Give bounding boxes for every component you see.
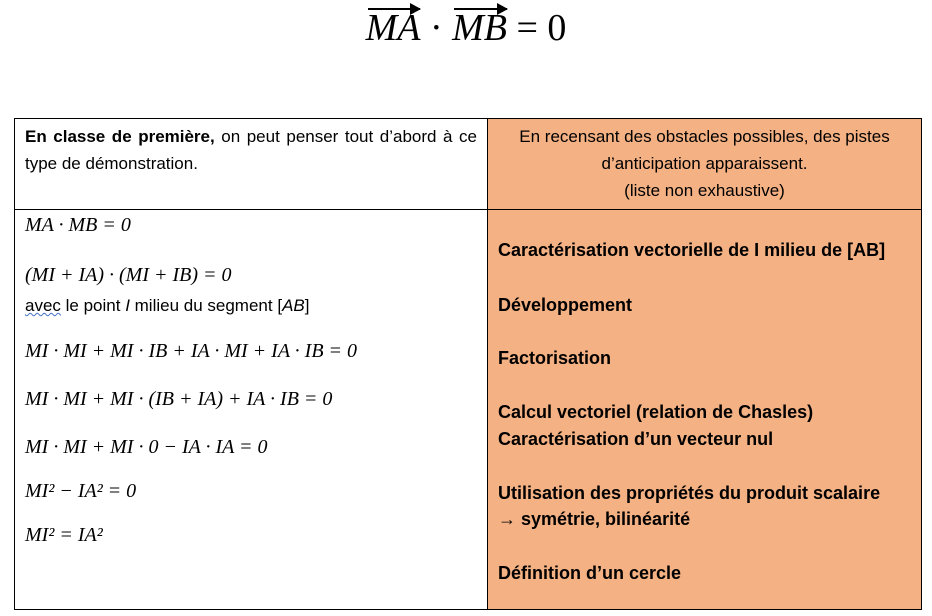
step-2: (MI + IA) · (MI + IB) = 0	[25, 264, 232, 286]
obstacle-8: Définition d’un cercle	[498, 563, 682, 583]
step-note: avec le point I milieu du segment [AB]	[25, 296, 310, 315]
header-left-text: on peut penser tout d’abord à ce type de démonstration.	[25, 127, 477, 173]
title-formula: MA · MB = 0	[0, 4, 932, 50]
step-3: MI · MI + MI · IB + IA · MI + IA · IB = 0	[25, 340, 358, 362]
obstacle-4: Calcul vectoriel (relation de Chasles)	[498, 402, 814, 422]
obstacle-2: Développement	[498, 295, 633, 315]
header-left-bold: En classe de première,	[25, 127, 215, 146]
spellcheck-word: avec	[25, 296, 61, 315]
obstacle-6: Utilisation des propriétés du produit scalaire	[498, 483, 881, 503]
obstacles-cell	[488, 210, 922, 610]
obstacle-5: Caractérisation d’un vecteur nul	[498, 429, 774, 449]
header-right-line2: d’anticipation apparaissent.	[601, 154, 808, 173]
step-6: MI² − IA² = 0	[25, 480, 137, 502]
demonstration-cell	[15, 210, 488, 610]
header-left-cell	[15, 119, 488, 210]
content-table	[14, 118, 922, 610]
vector-ma: MA	[366, 4, 421, 50]
obstacle-7: → symétrie, bilinéarité	[498, 509, 691, 529]
obstacle-3: Factorisation	[498, 348, 612, 368]
vector-mb: MB	[452, 4, 507, 50]
header-right-line1: En recensant des obstacles possibles, des pistes	[519, 127, 890, 146]
header-right-cell	[488, 119, 922, 210]
header-right-line3: (liste non exhaustive)	[624, 181, 785, 200]
step-4: MI · MI + MI · (IB + IA) + IA · IB = 0	[25, 388, 333, 410]
step-5: MI · MI + MI · 0 − IA · IA = 0	[25, 436, 268, 458]
step-7: MI² = IA²	[25, 524, 103, 546]
obstacle-1: Caractérisation vectorielle de I milieu de [AB]	[498, 240, 886, 260]
step-1: MA · MB = 0	[25, 214, 131, 236]
